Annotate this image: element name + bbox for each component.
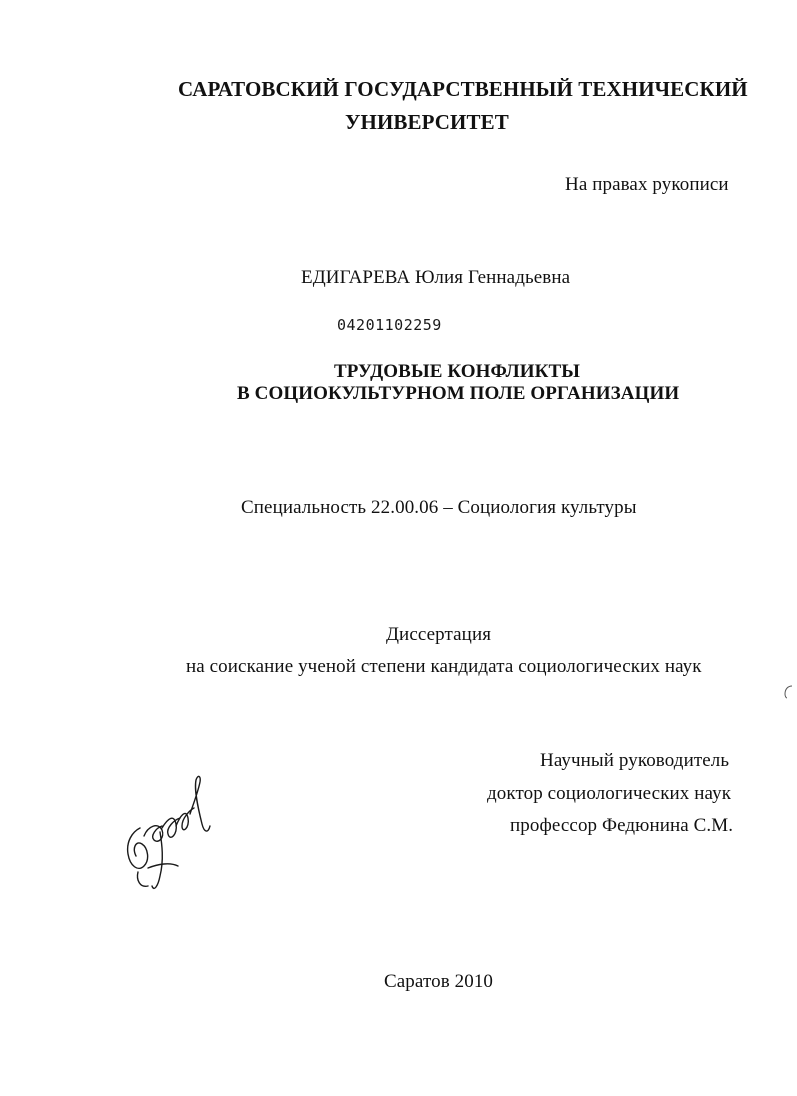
manuscript-rights-label: На правах рукописи <box>565 174 729 195</box>
university-name-line2: УНИВЕРСИТЕТ <box>345 110 509 134</box>
specialty: Специальность 22.00.06 – Социология культуры <box>241 497 637 518</box>
thesis-title-line1: ТРУДОВЫЕ КОНФЛИКТЫ <box>334 361 581 382</box>
thesis-title-line2: В СОЦИОКУЛЬТУРНОМ ПОЛЕ ОРГАНИЗАЦИИ <box>237 383 680 404</box>
university-name-line1: САРАТОВСКИЙ ГОСУДАРСТВЕННЫЙ ТЕХНИЧЕСКИЙ <box>178 77 748 101</box>
handwritten-signature-icon <box>118 768 223 900</box>
dissertation-degree: на соискание ученой степени кандидата социологических наук <box>186 656 702 677</box>
city-year: Саратов 2010 <box>384 971 494 992</box>
dissertation-label: Диссертация <box>386 624 492 645</box>
page-mark-icon <box>782 684 794 700</box>
registration-number: 04201102259 <box>337 316 442 334</box>
supervisor-degree: доктор социологических наук <box>487 783 732 804</box>
author-name: ЕДИГАРЕВА Юлия Геннадьевна <box>301 267 571 288</box>
supervisor-name: профессор Федюнина С.М. <box>510 815 734 836</box>
supervisor-role: Научный руководитель <box>540 750 730 771</box>
